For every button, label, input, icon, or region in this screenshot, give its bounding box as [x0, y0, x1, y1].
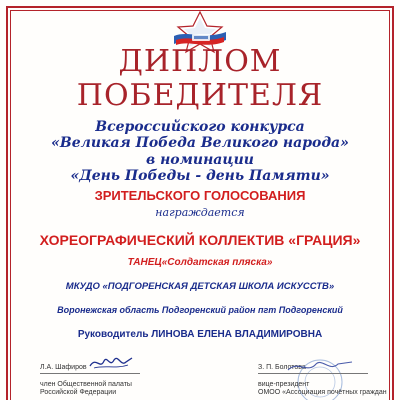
- left-signatory-name: Л.А. Шафиров: [40, 364, 87, 371]
- right-signatory-name: З. П. Болотова: [258, 364, 306, 371]
- winner-name: ХОРЕОГРАФИЧЕСКИЙ КОЛЛЕКТИВ «ГРАЦИЯ»: [39, 232, 361, 248]
- nomination-label: в номинации: [146, 152, 254, 168]
- leader-line: Руководитель ЛИНОВА ЕЛЕНА ВЛАДИМИРОВНА: [77, 329, 323, 340]
- dance-title: ТАНЕЦ«Солдатская пляска»: [127, 257, 273, 268]
- audience-vote-label: ЗРИТЕЛЬСКОГО ГОЛОСОВАНИЯ: [94, 188, 306, 203]
- right-signatory-title: вице-президент ОМОО «Ассоциация почётных граждан: [258, 381, 387, 396]
- nomination-name: «День Победы - день Памяти»: [70, 168, 330, 184]
- diploma-subtitle: ПОБЕДИТЕЛЯ: [76, 78, 324, 113]
- region-line: Воронежская область Подгоренский район пгт Подгоренский: [57, 305, 343, 315]
- right-signature-line: [258, 373, 368, 374]
- school-name: МКУДО «ПОДГОРЕНСКАЯ ДЕТСКАЯ ШКОЛА ИСКУССТВ»: [65, 281, 335, 292]
- left-signatory-title: член Общественной палаты Российской Федерации: [40, 381, 132, 396]
- awarded-label: награждается: [155, 206, 245, 219]
- contest-line-1: Всероссийского конкурса: [95, 119, 305, 135]
- contest-name: «Великая Победа Великого народа»: [51, 135, 349, 151]
- left-signature-line: [40, 373, 140, 374]
- diploma-title: ДИПЛОМ: [118, 44, 282, 79]
- left-signature-icon: [88, 352, 134, 372]
